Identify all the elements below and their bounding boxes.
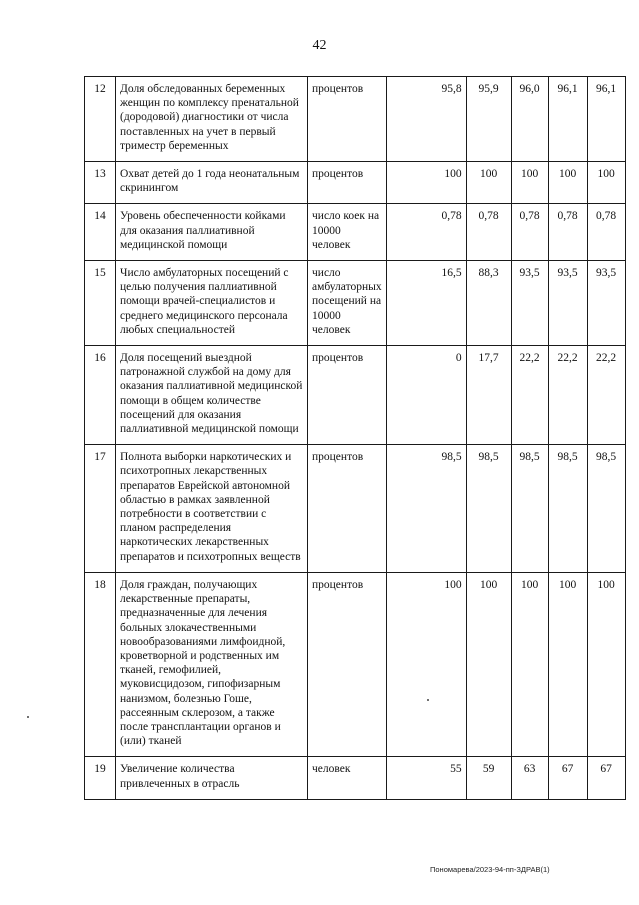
indicator-name: Охват детей до 1 года неонатальным скринингом <box>116 162 308 204</box>
scan-speck <box>27 716 29 718</box>
table-row <box>85 77 626 162</box>
row-number: 18 <box>85 572 116 756</box>
value-year-2: 17,7 <box>466 346 511 445</box>
value-year-5: 93,5 <box>587 261 625 346</box>
indicator-name: Доля посещений выездной патронажной службой на дому для оказания паллиативной медицинской помощи в общем количестве посещений для оказания паллиативной медицинской помощи <box>116 346 308 445</box>
unit-of-measure: число амбулаторных посещений на 10000 человек <box>308 261 387 346</box>
table-row <box>85 261 626 346</box>
unit-of-measure: процентов <box>308 445 387 573</box>
table-row <box>85 162 626 204</box>
value-year-2: 98,5 <box>466 445 511 573</box>
value-year-3: 100 <box>511 162 548 204</box>
value-year-5: 100 <box>587 572 625 756</box>
value-year-5: 67 <box>587 757 625 799</box>
value-year-4: 100 <box>548 572 587 756</box>
value-year-3: 93,5 <box>511 261 548 346</box>
row-number: 15 <box>85 261 116 346</box>
indicator-name: Полнота выборки наркотических и психотропных лекарственных препаратов Еврейской автономной областью в рамках заявленной потребности в соответствии с планом распределения наркотических лекарственных препаратов и психотропных веществ <box>116 445 308 573</box>
indicator-name: Число амбулаторных посещений с целью получения паллиативной помощи врачей-специалистов и среднего медицинского персонала любых специальностей <box>116 261 308 346</box>
value-year-4: 96,1 <box>548 77 587 162</box>
value-year-1: 0,78 <box>386 204 466 261</box>
unit-of-measure: человек <box>308 757 387 799</box>
row-number: 13 <box>85 162 116 204</box>
indicator-name: Уровень обеспеченности койками для оказания паллиативной медицинской помощи <box>116 204 308 261</box>
table-row <box>85 346 626 445</box>
row-number: 17 <box>85 445 116 573</box>
unit-of-measure: процентов <box>308 162 387 204</box>
indicator-name: Увеличение количества привлеченных в отрасль <box>116 757 308 799</box>
value-year-4: 100 <box>548 162 587 204</box>
unit-of-measure: процентов <box>308 572 387 756</box>
row-number: 19 <box>85 757 116 799</box>
row-number: 12 <box>85 77 116 162</box>
table-row <box>85 572 626 756</box>
value-year-4: 93,5 <box>548 261 587 346</box>
value-year-4: 98,5 <box>548 445 587 573</box>
value-year-5: 98,5 <box>587 445 625 573</box>
value-year-1: 16,5 <box>386 261 466 346</box>
indicators-table <box>84 76 626 800</box>
table-row <box>85 204 626 261</box>
value-year-3: 100 <box>511 572 548 756</box>
table-body <box>85 77 626 800</box>
unit-of-measure: процентов <box>308 346 387 445</box>
document-footer: Пономарева/2023-94-пп-ЗДРАВ(1) <box>430 865 550 874</box>
unit-of-measure: процентов <box>308 77 387 162</box>
value-year-2: 59 <box>466 757 511 799</box>
value-year-2: 100 <box>466 572 511 756</box>
indicator-name: Доля граждан, получающих лекарственные препараты, предназначенные для лечения больных злокачественными новообразованиями лимфоидной, кроветворной и родственных им тканей, гемофилией, муковисцидозом, гипофизарным нанизмом, болезнью Гоше, рассеянным склерозом, а также после трансплантации органов и (или) тканей <box>116 572 308 756</box>
value-year-4: 0,78 <box>548 204 587 261</box>
value-year-1: 95,8 <box>386 77 466 162</box>
value-year-1: 0 <box>386 346 466 445</box>
value-year-5: 96,1 <box>587 77 625 162</box>
scan-speck <box>427 699 429 701</box>
value-year-5: 0,78 <box>587 204 625 261</box>
table-row <box>85 445 626 573</box>
value-year-3: 63 <box>511 757 548 799</box>
value-year-3: 22,2 <box>511 346 548 445</box>
value-year-1: 100 <box>386 162 466 204</box>
value-year-5: 100 <box>587 162 625 204</box>
value-year-1: 98,5 <box>386 445 466 573</box>
value-year-4: 67 <box>548 757 587 799</box>
value-year-2: 100 <box>466 162 511 204</box>
value-year-1: 100 <box>386 572 466 756</box>
value-year-3: 98,5 <box>511 445 548 573</box>
table-row <box>85 757 626 799</box>
value-year-3: 96,0 <box>511 77 548 162</box>
value-year-2: 88,3 <box>466 261 511 346</box>
unit-of-measure: число коек на 10000 человек <box>308 204 387 261</box>
value-year-4: 22,2 <box>548 346 587 445</box>
value-year-5: 22,2 <box>587 346 625 445</box>
value-year-3: 0,78 <box>511 204 548 261</box>
row-number: 16 <box>85 346 116 445</box>
value-year-2: 95,9 <box>466 77 511 162</box>
value-year-1: 55 <box>386 757 466 799</box>
row-number: 14 <box>85 204 116 261</box>
indicator-name: Доля обследованных беременных женщин по комплексу пренатальной (дородовой) диагностики от числа поставленных на учет в первый триместр беременных <box>116 77 308 162</box>
page-number: 42 <box>312 38 327 53</box>
value-year-2: 0,78 <box>466 204 511 261</box>
